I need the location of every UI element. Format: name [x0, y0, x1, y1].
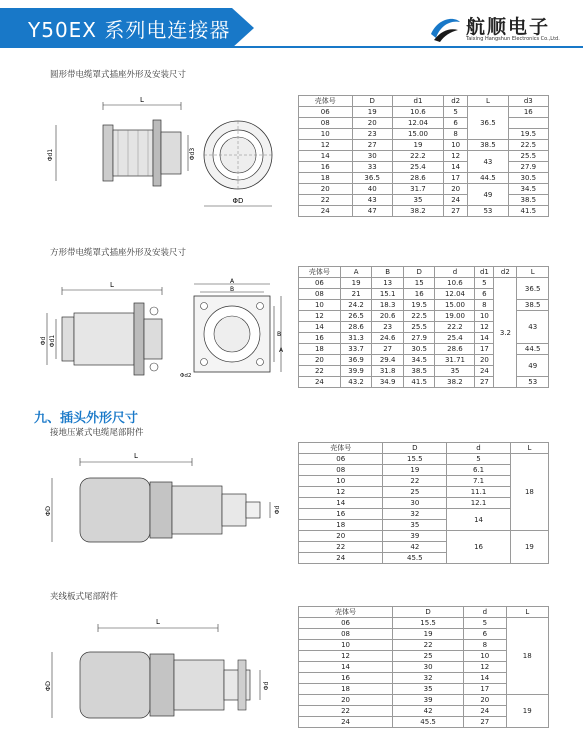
table-cell: 16	[403, 289, 435, 300]
company-logo	[428, 12, 578, 44]
table-row	[299, 278, 549, 289]
drawing-square-receptacle-front	[180, 280, 285, 380]
table-cell: 18	[299, 344, 341, 355]
table-cell: 12.1	[447, 498, 511, 509]
table-cell: 49	[468, 184, 508, 206]
table-cell: 14	[299, 662, 393, 673]
table-cell: 36.5	[517, 278, 549, 300]
table-row	[299, 195, 549, 206]
table-cell: 5	[444, 107, 468, 118]
table-cell: 20.6	[372, 311, 404, 322]
table-cell: 06	[299, 618, 393, 629]
table-cell: 12.04	[392, 118, 443, 129]
table-row	[299, 206, 549, 217]
drawing-clamp-plate-plug	[42, 612, 292, 732]
table-cell: 18	[506, 618, 548, 695]
table-cell: 10	[299, 129, 353, 140]
logo-mark-icon	[428, 12, 462, 44]
table-cell: 12	[444, 151, 468, 162]
table-cell: 14	[447, 509, 511, 531]
dimension-label: ΦD	[44, 505, 52, 517]
table-cell: 22	[299, 195, 353, 206]
dimension-label: B	[277, 331, 282, 338]
table-cell: d	[447, 443, 511, 454]
table-cell: 17	[464, 684, 506, 695]
caption-clamp-plate: 夹线板式尾部附件	[50, 592, 119, 602]
drawing-round-receptacle-front	[198, 110, 278, 220]
table-cell: 26.5	[340, 311, 372, 322]
table-cell: 47	[352, 206, 392, 217]
drawing-round-receptacle-side	[48, 90, 198, 205]
table-cell: 16	[299, 673, 393, 684]
caption-square-receptacle: 方形带电缆罩式插座外形及安装尺寸	[50, 248, 187, 258]
caption-round-receptacle: 圆形带电缆罩式插座外形及安装尺寸	[50, 70, 187, 80]
table-cell: d1	[392, 96, 443, 107]
table-cell: 28.6	[435, 344, 475, 355]
table-cell: 15.00	[392, 129, 443, 140]
table-cell: 22.5	[508, 140, 548, 151]
dimension-label: L	[110, 281, 114, 289]
table-cell: 10	[299, 476, 383, 487]
table-cell: L	[510, 443, 548, 454]
table-row	[299, 140, 549, 151]
table-cell: 11.1	[447, 487, 511, 498]
table-cell: D	[352, 96, 392, 107]
table-cell: 24.2	[340, 300, 372, 311]
table-cell: 10	[299, 300, 341, 311]
title-arrow	[232, 8, 254, 48]
table-cell: 22	[299, 706, 393, 717]
table-row	[299, 695, 549, 706]
table-cell: L	[468, 96, 508, 107]
table-cell: 5	[447, 454, 511, 465]
table-cell: 34.5	[403, 355, 435, 366]
table-cell: 19	[383, 465, 447, 476]
table-cell: 28.6	[340, 322, 372, 333]
table-cell: 27	[372, 344, 404, 355]
dimension-label: Φd1	[49, 334, 56, 348]
table-cell: 33	[352, 162, 392, 173]
table-cell: 22	[393, 640, 464, 651]
table-cell: 15.1	[372, 289, 404, 300]
drawing-ground-clamp-plug	[42, 448, 292, 563]
table-cell: 17	[444, 173, 468, 184]
table-cell: 27.9	[403, 333, 435, 344]
table-cell: 27	[444, 206, 468, 217]
table-cell: 53	[517, 377, 549, 388]
table-cell: 38.5	[508, 195, 548, 206]
table-row	[299, 162, 549, 173]
table-cell: 06	[299, 278, 341, 289]
table-cell: 31.3	[340, 333, 372, 344]
table-cell: 20	[475, 355, 494, 366]
table-cell: 32	[383, 509, 447, 520]
table-cell: 31.71	[435, 355, 475, 366]
table-cell: 15.5	[393, 618, 464, 629]
table-cell: 12	[299, 487, 383, 498]
table-cell: d2	[494, 267, 517, 278]
table-cell: 24	[464, 706, 506, 717]
table-cell: 44.5	[468, 173, 508, 184]
table-cell: 20	[444, 184, 468, 195]
table-cell: d3	[508, 96, 548, 107]
table-cell: 6	[475, 289, 494, 300]
dimension-label: Φd	[274, 505, 281, 515]
table-cell: 20	[352, 118, 392, 129]
table-cell: 31.7	[392, 184, 443, 195]
table-cell: 45.5	[393, 717, 464, 728]
dimension-label: B	[229, 286, 235, 293]
table-cell: 25.5	[403, 322, 435, 333]
dimension-label: Φd3	[189, 147, 196, 161]
table-cell: 14	[475, 333, 494, 344]
table-cell: 14	[464, 673, 506, 684]
table-cell: 10	[475, 311, 494, 322]
caption-ground-clamp: 接地压紧式电缆尾部附件	[50, 428, 144, 438]
table-round-receptacle	[298, 95, 549, 217]
table-cell: 3.2	[494, 278, 517, 388]
table-cell: 24	[299, 717, 393, 728]
table-cell: 36.5	[352, 173, 392, 184]
table-cell: 43	[468, 151, 508, 173]
table-cell: 22	[383, 476, 447, 487]
table-cell: 5	[464, 618, 506, 629]
table-cell: 35	[383, 520, 447, 531]
table-cell: 14	[299, 498, 383, 509]
table-header-row	[299, 96, 549, 107]
table-cell: 40	[352, 184, 392, 195]
table-cell: 14	[299, 322, 341, 333]
table-cell: 10.6	[435, 278, 475, 289]
table-cell: 08	[299, 289, 341, 300]
table-cell: 35	[392, 195, 443, 206]
table-cell: 8	[444, 129, 468, 140]
table-cell: 22.5	[403, 311, 435, 322]
table-cell: 24	[444, 195, 468, 206]
table-row	[299, 531, 549, 542]
header-divider	[0, 46, 583, 48]
table-row	[299, 184, 549, 195]
table-cell: 08	[299, 629, 393, 640]
table-cell: d	[435, 267, 475, 278]
table-row	[299, 151, 549, 162]
dimension-label: L	[156, 618, 160, 626]
table-cell: 12	[299, 140, 353, 151]
section-heading: 九、插头外形尺寸	[34, 411, 139, 426]
table-header-row	[299, 607, 549, 618]
table-cell: L	[506, 607, 548, 618]
table-cell: 20	[299, 184, 353, 195]
table-cell: 19	[352, 107, 392, 118]
table-cell: 6	[444, 118, 468, 129]
table-row	[299, 454, 549, 465]
table-cell: 32	[393, 673, 464, 684]
table-cell: 21	[340, 289, 372, 300]
table-row	[299, 129, 549, 140]
table-ground-clamp	[298, 442, 549, 564]
table-cell: 16	[299, 162, 353, 173]
table-cell: 36.5	[468, 107, 508, 140]
table-cell: 8	[475, 300, 494, 311]
brand-name-cn: 航顺电子	[466, 16, 551, 38]
page-title: Y50EX 系列电连接器	[28, 18, 231, 42]
table-cell: 12	[464, 662, 506, 673]
table-cell: 34.5	[508, 184, 548, 195]
table-cell: 43	[517, 311, 549, 344]
table-cell: 30	[352, 151, 392, 162]
dimension-label: Φd	[263, 681, 270, 691]
title-bar	[0, 8, 232, 48]
table-cell: 36.9	[340, 355, 372, 366]
table-cell: 53	[468, 206, 508, 217]
table-cell: 18.3	[372, 300, 404, 311]
table-cell: 16	[299, 509, 383, 520]
dimension-label: Φd	[40, 336, 47, 346]
table-cell: 22	[299, 542, 383, 553]
table-cell: 19.5	[403, 300, 435, 311]
table-cell: 27.9	[508, 162, 548, 173]
table-row	[299, 107, 549, 118]
table-row	[299, 173, 549, 184]
table-cell: 19	[393, 629, 464, 640]
brand-name-en: Taixing Hangshun Electronics Co.,Ltd.	[466, 36, 560, 42]
table-cell: 10.6	[392, 107, 443, 118]
table-cell: 08	[299, 465, 383, 476]
table-cell: 壳体号	[299, 96, 353, 107]
table-cell: 14	[444, 162, 468, 173]
table-cell: d1	[475, 267, 494, 278]
table-cell: 45.5	[383, 553, 447, 564]
dimension-label: ΦD	[44, 680, 52, 692]
table-cell: 12	[475, 322, 494, 333]
table-cell: 19	[506, 695, 548, 728]
table-cell: 39	[383, 531, 447, 542]
table-cell: 28.6	[392, 173, 443, 184]
table-cell: 8	[464, 640, 506, 651]
table-cell: 12	[299, 311, 341, 322]
table-cell: 16	[508, 107, 548, 118]
table-cell: 30.5	[508, 173, 548, 184]
table-cell: 10	[299, 640, 393, 651]
dimension-label: L	[140, 96, 144, 104]
table-cell: 壳体号	[299, 443, 383, 454]
table-header-row	[299, 267, 549, 278]
dimension-label: Φd2	[180, 373, 192, 379]
table-cell: 12	[299, 651, 393, 662]
table-cell: B	[372, 267, 404, 278]
dimension-label: L	[134, 452, 138, 460]
table-cell: 38.5	[517, 300, 549, 311]
table-cell: d2	[444, 96, 468, 107]
table-cell: 壳体号	[299, 607, 393, 618]
table-cell: 30	[393, 662, 464, 673]
table-cell: 15.5	[383, 454, 447, 465]
table-cell: 49	[517, 355, 549, 377]
table-cell: 12.04	[435, 289, 475, 300]
table-cell: 23	[352, 129, 392, 140]
table-cell: 16	[299, 333, 341, 344]
table-cell: 31.8	[372, 366, 404, 377]
table-cell: 10	[444, 140, 468, 151]
table-cell: 18	[299, 684, 393, 695]
table-cell: 38.5	[468, 140, 508, 151]
table-cell: 7.1	[447, 476, 511, 487]
table-cell: 18	[299, 520, 383, 531]
dimension-label: A	[279, 347, 284, 354]
table-clamp-plate	[298, 606, 549, 728]
table-cell: 20	[299, 695, 393, 706]
table-cell: 25	[383, 487, 447, 498]
table-cell: 14	[299, 151, 353, 162]
table-cell: 34.9	[372, 377, 404, 388]
table-cell	[508, 118, 548, 129]
table-cell: 15.00	[435, 300, 475, 311]
table-cell: 18	[299, 173, 353, 184]
table-cell: 38.2	[435, 377, 475, 388]
table-cell: 壳体号	[299, 267, 341, 278]
table-cell: 35	[393, 684, 464, 695]
table-cell: 35	[435, 366, 475, 377]
dimension-label: Φd1	[47, 148, 54, 162]
table-cell: 25.5	[508, 151, 548, 162]
table-cell: 43.2	[340, 377, 372, 388]
table-cell: 27	[464, 717, 506, 728]
table-cell: 24	[299, 206, 353, 217]
table-cell: 29.4	[372, 355, 404, 366]
table-cell: 6.1	[447, 465, 511, 476]
table-cell: 30.5	[403, 344, 435, 355]
table-cell: 27	[475, 377, 494, 388]
table-cell: 17	[475, 344, 494, 355]
table-cell: 22.2	[435, 322, 475, 333]
table-cell: 16	[447, 531, 511, 564]
table-cell: 25	[393, 651, 464, 662]
table-cell: 22	[299, 366, 341, 377]
table-cell: 20	[299, 531, 383, 542]
table-cell: 20	[299, 355, 341, 366]
table-cell: 19.00	[435, 311, 475, 322]
table-cell: 08	[299, 118, 353, 129]
table-square-receptacle	[298, 266, 549, 388]
table-cell: 22.2	[392, 151, 443, 162]
table-cell: 6	[464, 629, 506, 640]
table-cell: 24	[299, 553, 383, 564]
table-row	[299, 118, 549, 129]
table-cell: 42	[383, 542, 447, 553]
table-cell: d	[464, 607, 506, 618]
table-cell: 38.2	[392, 206, 443, 217]
table-cell: 24	[475, 366, 494, 377]
table-cell: 23	[372, 322, 404, 333]
table-cell: 39.9	[340, 366, 372, 377]
table-cell: 06	[299, 454, 383, 465]
table-cell: A	[340, 267, 372, 278]
table-cell: D	[383, 443, 447, 454]
table-cell: 13	[372, 278, 404, 289]
table-cell: L	[517, 267, 549, 278]
table-cell: D	[403, 267, 435, 278]
table-row	[299, 618, 549, 629]
table-cell: 30	[383, 498, 447, 509]
table-cell: 19	[392, 140, 443, 151]
dimension-label: A	[229, 278, 235, 285]
page-header	[0, 0, 583, 50]
table-cell: 44.5	[517, 344, 549, 355]
table-cell: 24	[299, 377, 341, 388]
table-cell: 19	[340, 278, 372, 289]
table-cell: 27	[352, 140, 392, 151]
table-cell: 15	[403, 278, 435, 289]
table-cell: D	[393, 607, 464, 618]
dimension-label: ΦD	[232, 197, 244, 205]
table-cell: 24.6	[372, 333, 404, 344]
table-cell: 41.5	[403, 377, 435, 388]
table-cell: 43	[352, 195, 392, 206]
table-cell: 19.5	[508, 129, 548, 140]
table-cell: 20	[464, 695, 506, 706]
table-cell: 39	[393, 695, 464, 706]
table-cell: 5	[475, 278, 494, 289]
table-cell: 06	[299, 107, 353, 118]
drawing-square-receptacle-side	[42, 275, 172, 385]
table-cell: 10	[464, 651, 506, 662]
table-cell: 38.5	[403, 366, 435, 377]
table-cell: 18	[510, 454, 548, 531]
table-cell: 41.5	[508, 206, 548, 217]
table-cell: 42	[393, 706, 464, 717]
table-header-row	[299, 443, 549, 454]
table-cell: 25.4	[435, 333, 475, 344]
table-cell: 33.7	[340, 344, 372, 355]
table-cell: 25.4	[392, 162, 443, 173]
table-cell: 19	[510, 531, 548, 564]
